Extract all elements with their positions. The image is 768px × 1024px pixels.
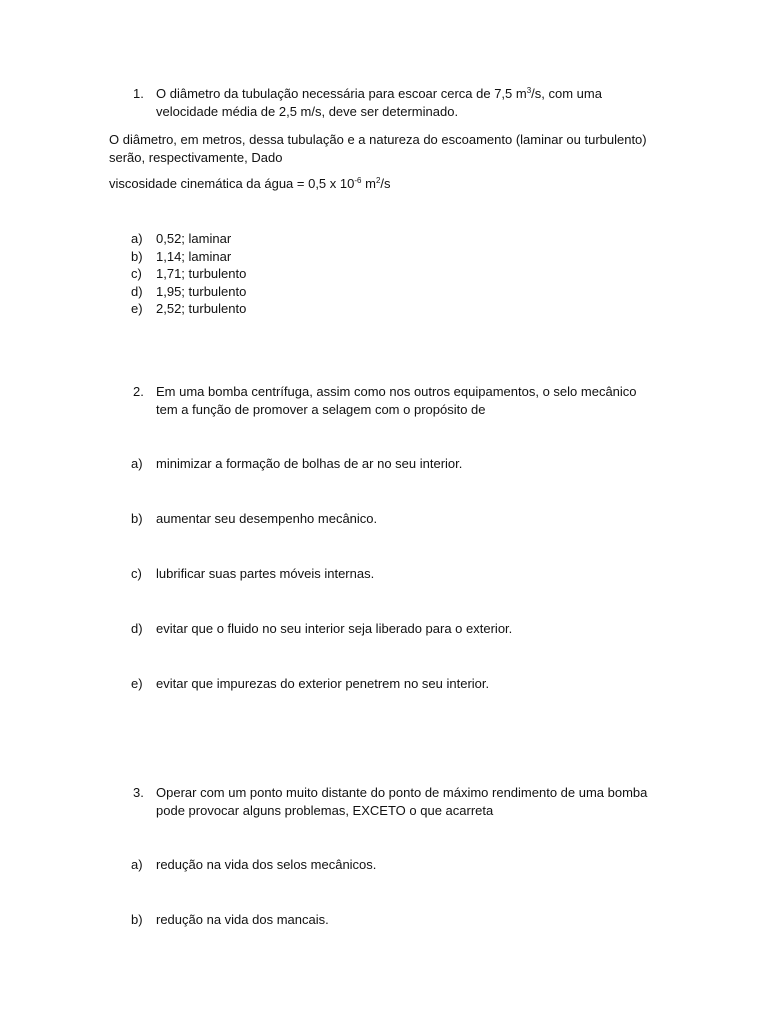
question-1-stem-part2: /s, com uma velocidade média de 2,5 m/s, deve ser determinado.	[156, 86, 602, 119]
question-3-option-text: redução na vida dos mancais.	[156, 912, 329, 927]
question-1-option-text: 2,52; turbulento	[156, 301, 247, 316]
question-1-option-label: c)	[131, 266, 142, 281]
question-1-option-label: d)	[131, 284, 143, 299]
question-2-option-label: a)	[131, 456, 143, 471]
given-superscript-2: 2	[375, 176, 381, 185]
question-2-option-label: b)	[131, 511, 143, 526]
question-2-option-label: c)	[131, 566, 142, 581]
question-1-given-data	[109, 175, 391, 193]
given-part3: /s	[380, 176, 391, 191]
question-2-number: 2.	[133, 384, 144, 399]
question-1-option-text: 1,95; turbulento	[156, 284, 247, 299]
question-3-number: 3.	[133, 785, 144, 800]
question-1-stem	[156, 85, 606, 121]
given-part1: viscosidade cinemática da água = 0,5 x 10	[109, 176, 355, 191]
question-2-option-text: aumentar seu desempenho mecânico.	[156, 511, 378, 526]
question-1-stem-part1: O diâmetro da tubulação necessária para escoar cerca de 7,5 m	[156, 86, 527, 101]
question-1-option-label: e)	[131, 301, 143, 316]
question-1-option-text: 0,52; laminar	[156, 231, 232, 246]
question-1-prompt-line-2: serão, respectivamente, Dado	[109, 150, 283, 165]
given-superscript-1: -6	[354, 176, 362, 185]
question-3-option-text: redução na vida dos selos mecânicos.	[156, 857, 377, 872]
question-3-option-label: b)	[131, 912, 143, 927]
question-2-option-text: lubrificar suas partes móveis internas.	[156, 566, 375, 581]
question-2-stem: Em uma bomba centrífuga, assim como nos outros equipamentos, o selo mecânico tem a função de promover a selagem com o propósito de	[156, 384, 637, 417]
question-1-prompt-line-1: O diâmetro, em metros, dessa tubulação e a natureza do escoamento (laminar ou turbulento)	[109, 132, 647, 147]
given-part2: m	[361, 176, 376, 191]
question-1-option-text: 1,14; laminar	[156, 249, 232, 264]
question-1-option-label: b)	[131, 249, 143, 264]
question-1-number: 1.	[133, 86, 144, 101]
question-1-option-text: 1,71; turbulento	[156, 266, 247, 281]
question-3-option-label: a)	[131, 857, 143, 872]
question-2-option-text: evitar que o fluido no seu interior seja liberado para o exterior.	[156, 621, 513, 636]
question-1-option-label: a)	[131, 231, 143, 246]
question-1-stem-superscript: 3	[526, 86, 532, 95]
question-3-stem: Operar com um ponto muito distante do ponto de máximo rendimento de uma bomba pode provocar alguns problemas, EXCETO o que acarreta	[156, 785, 648, 818]
question-2-option-label: d)	[131, 621, 143, 636]
question-2-option-text: evitar que impurezas do exterior penetrem no seu interior.	[156, 676, 490, 691]
question-2-option-text: minimizar a formação de bolhas de ar no seu interior.	[156, 456, 463, 471]
question-2-option-label: e)	[131, 676, 143, 691]
